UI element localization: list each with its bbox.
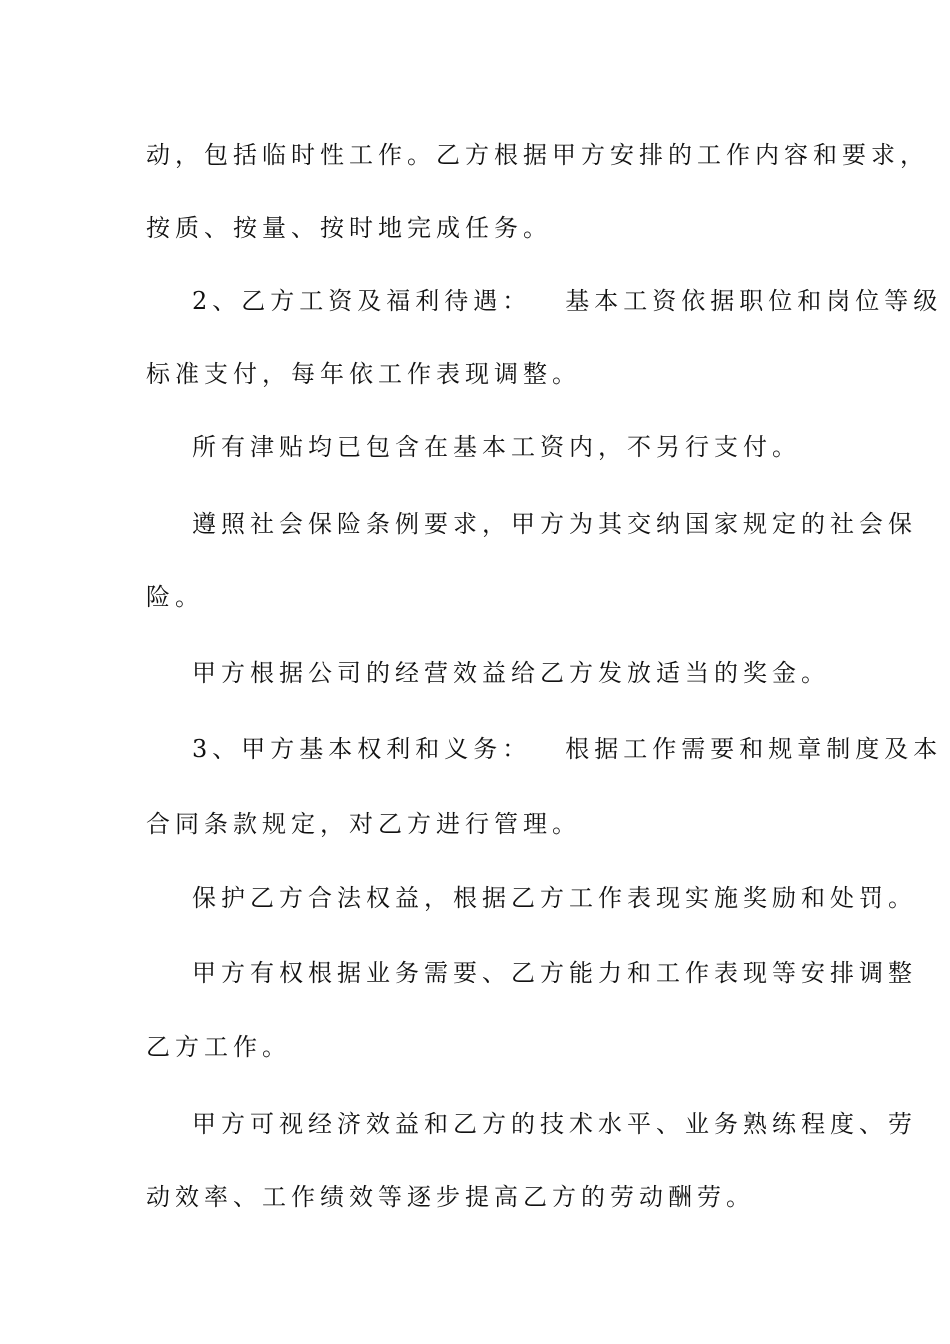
section-2-line (192, 285, 943, 317)
text-line: 按质、按量、按时地完成任务。 (146, 214, 552, 242)
text-line: 乙方工作。 (146, 1033, 291, 1061)
text-line: 动，包括临时性工作。乙方根据甲方安排的工作内容和要求， (146, 141, 929, 169)
text-line: 标准支付，每年依工作表现调整。 (146, 360, 581, 388)
text-line: 险。 (146, 583, 204, 611)
section-3-heading: 3、甲方基本权利和义务： (192, 735, 532, 763)
text-line: 甲方有权根据业务需要、乙方能力和工作表现等安排调整 (192, 959, 917, 987)
text-line: 遵照社会保险条例要求，甲方为其交纳国家规定的社会保 (192, 510, 917, 538)
text-line: 甲方可视经济效益和乙方的技术水平、业务熟练程度、劳 (192, 1110, 917, 1138)
text-line: 所有津贴均已包含在基本工资内，不另行支付。 (192, 433, 801, 461)
text-line: 保护乙方合法权益，根据乙方工作表现实施奖励和处罚。 (192, 884, 917, 912)
text-line: 合同条款规定，对乙方进行管理。 (146, 810, 581, 838)
section-2-heading: 2、乙方工资及福利待遇： (192, 287, 532, 315)
text-line: 动效率、工作绩效等逐步提高乙方的劳动酬劳。 (146, 1183, 755, 1211)
section-2-text: 基本工资依据职位和岗位等级 (565, 287, 943, 315)
text-line: 甲方根据公司的经营效益给乙方发放适当的奖金。 (192, 659, 830, 687)
section-3-line (192, 733, 943, 765)
section-3-text: 根据工作需要和规章制度及本 (565, 735, 943, 763)
